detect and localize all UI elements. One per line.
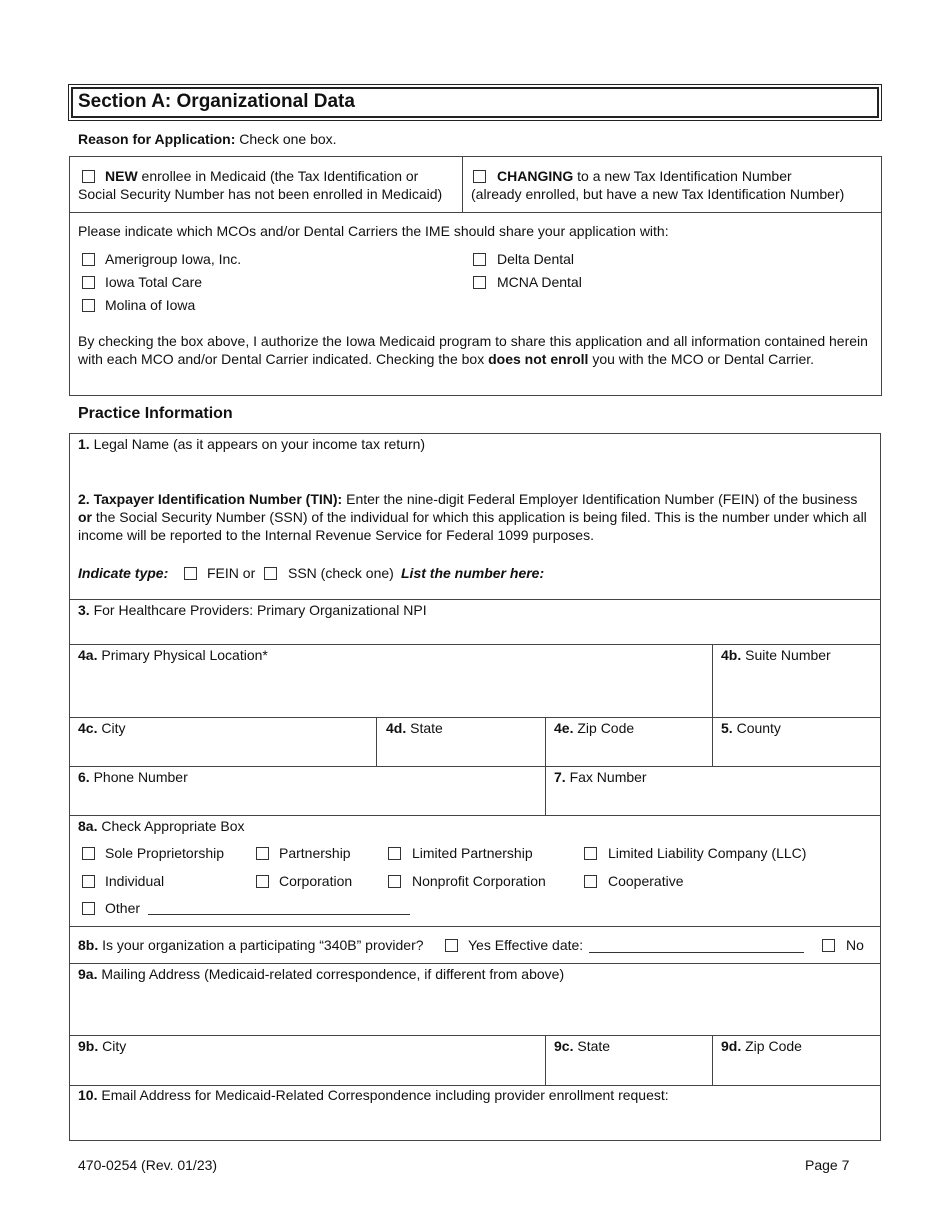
partnership-label: Partnership (279, 845, 351, 861)
f8b-num: 8b. (78, 937, 99, 953)
city-label (78, 719, 125, 737)
f4a-num: 4a. (78, 647, 98, 663)
f6-text: Phone Number (89, 769, 188, 785)
cooperative-label: Cooperative (608, 873, 684, 889)
f9c-text: State (573, 1038, 611, 1054)
reason-instruction: Check one box. (239, 131, 337, 147)
molina-checkbox[interactable] (82, 299, 95, 312)
ssn-checkbox[interactable] (264, 567, 277, 580)
county-label (721, 719, 781, 737)
sole-proprietorship-checkbox[interactable] (82, 847, 95, 860)
iowa-total-care-checkbox[interactable] (82, 276, 95, 289)
f4e-num: 4e. (554, 720, 574, 736)
changing-line2: (already enrolled, but have a new Tax Identification Number) (471, 186, 845, 202)
f9d-num: 9d. (721, 1038, 742, 1054)
f5-num: 5. (721, 720, 733, 736)
email-address-label (78, 1086, 669, 1104)
f9a-text: Mailing Address (Medicaid-related correspondence, if different from above) (97, 966, 565, 982)
f4e-text: Zip Code (573, 720, 635, 736)
340b-yes-checkbox[interactable] (445, 939, 458, 952)
mailing-state-label (554, 1037, 610, 1055)
f4b-text: Suite Number (741, 647, 831, 663)
f4a-text: Primary Physical Location* (97, 647, 268, 663)
iowa-total-care-label: Iowa Total Care (105, 274, 203, 290)
authorization-text (78, 332, 868, 368)
new-bold: NEW (105, 168, 138, 184)
fein-label: FEIN or (207, 565, 256, 581)
limited-partnership-checkbox[interactable] (388, 847, 401, 860)
tin-text-a: Enter the nine-digit Federal Employer Identification Number (FEIN) of the business (342, 491, 858, 507)
nonprofit-corporation-checkbox[interactable] (388, 875, 401, 888)
reason-line (78, 130, 337, 148)
mco-prompt: Please indicate which MCOs and/or Dental Carriers the IME should share your application with: (78, 223, 669, 239)
340b-yes-label: Yes Effective date: (468, 937, 584, 953)
other-label: Other (105, 900, 141, 916)
individual-checkbox[interactable] (82, 875, 95, 888)
other-checkbox[interactable] (82, 902, 95, 915)
mailing-city-label (78, 1037, 126, 1055)
auth-part2: you with the MCO or Dental Carrier. (588, 351, 815, 367)
auth-part1: By checking the box above, I authorize the Iowa Medicaid program to share this application and all information contained herein with each MCO and/or Dental Carrier indicated. Checking the box (78, 333, 868, 367)
fein-checkbox[interactable] (184, 567, 197, 580)
corporation-checkbox[interactable] (256, 875, 269, 888)
f4d-text: State (406, 720, 443, 736)
new-line1-text: enrollee in Medicaid (the Tax Identification or (137, 168, 419, 184)
f7-num: 7. (554, 769, 566, 785)
effective-date-line[interactable] (589, 952, 804, 953)
changing-line1-text: to a new Tax Identification Number (573, 168, 792, 184)
state-label (386, 719, 443, 737)
llc-checkbox[interactable] (584, 847, 597, 860)
cooperative-checkbox[interactable] (584, 875, 597, 888)
f7-text: Fax Number (565, 769, 647, 785)
llc-label: Limited Liability Company (LLC) (608, 845, 807, 861)
f8a-text: Check Appropriate Box (97, 818, 245, 834)
f8a-num: 8a. (78, 818, 98, 834)
340b-no-checkbox[interactable] (822, 939, 835, 952)
nonprofit-corporation-label: Nonprofit Corporation (412, 873, 546, 889)
f8b-text: Is your organization a participating “340B” provider? (98, 937, 424, 953)
tin-title: 2. Taxpayer Identification Number (TIN): (78, 491, 343, 507)
tin-description (78, 490, 870, 544)
practice-heading: Practice Information (78, 405, 233, 422)
f10-num: 10. (78, 1087, 98, 1103)
legal-name-label (78, 435, 425, 453)
f9b-num: 9b. (78, 1038, 99, 1054)
partnership-checkbox[interactable] (256, 847, 269, 860)
f3-text: For Healthcare Providers: Primary Organizational NPI (89, 602, 427, 618)
auth-bold: does not enroll (488, 351, 589, 367)
f9a-num: 9a. (78, 966, 98, 982)
sole-proprietorship-label: Sole Proprietorship (105, 845, 225, 861)
tin-or: or (78, 509, 92, 525)
list-number-label: List the number here: (401, 565, 545, 581)
limited-partnership-label: Limited Partnership (412, 845, 533, 861)
f6-num: 6. (78, 769, 90, 785)
mailing-address-label (78, 965, 564, 983)
f5-text: County (732, 720, 781, 736)
npi-label (78, 601, 427, 619)
ssn-label: SSN (check one) (288, 565, 394, 581)
f4d-num: 4d. (386, 720, 407, 736)
amerigroup-label: Amerigroup Iowa, Inc. (105, 251, 242, 267)
340b-no-label: No (846, 937, 864, 953)
340b-question (78, 936, 424, 954)
page-number: Page 7 (805, 1157, 850, 1173)
phone-number-label (78, 768, 188, 786)
corporation-label: Corporation (279, 873, 353, 889)
changing-tin-checkbox[interactable] (473, 170, 486, 183)
tin-text-b: the Social Security Number (SSN) of the individual for which this application is being filed. This is the number under which all income will be reported to the Internal Revenue Service for Federal 1099 purposes. (78, 509, 867, 543)
f1-text: Legal Name (as it appears on your income tax return) (89, 436, 426, 452)
section-title: Section A: Organizational Data (78, 91, 355, 112)
reason-label: Reason for Application: (78, 131, 236, 147)
new-enrollee-checkbox[interactable] (82, 170, 95, 183)
mailing-zip-label (721, 1037, 802, 1055)
form-number: 470-0254 (Rev. 01/23) (78, 1157, 218, 1173)
other-input-line[interactable] (148, 914, 410, 915)
f9b-text: City (98, 1038, 127, 1054)
indicate-type-label: Indicate type: (78, 565, 169, 581)
individual-label: Individual (105, 873, 165, 889)
f10-text: Email Address for Medicaid-Related Correspondence including provider enrollment request: (97, 1087, 669, 1103)
mcna-dental-checkbox[interactable] (473, 276, 486, 289)
f4b-num: 4b. (721, 647, 742, 663)
delta-dental-checkbox[interactable] (473, 253, 486, 266)
amerigroup-checkbox[interactable] (82, 253, 95, 266)
suite-number-label (721, 646, 831, 664)
f9d-text: Zip Code (741, 1038, 802, 1054)
new-enrollee-line1 (105, 167, 418, 185)
physical-location-label (78, 646, 268, 664)
new-enrollee-line2: Social Security Number has not been enrolled in Medicaid) (78, 186, 443, 202)
f9c-num: 9c. (554, 1038, 574, 1054)
f4c-num: 4c. (78, 720, 98, 736)
changing-line1 (497, 167, 792, 185)
molina-label: Molina of Iowa (105, 297, 196, 313)
delta-dental-label: Delta Dental (497, 251, 575, 267)
fax-number-label (554, 768, 647, 786)
f3-num: 3. (78, 602, 90, 618)
f1-num: 1. (78, 436, 90, 452)
changing-bold: CHANGING (497, 168, 574, 184)
mcna-dental-label: MCNA Dental (497, 274, 582, 290)
zip-code-label (554, 719, 634, 737)
f4c-text: City (97, 720, 126, 736)
check-box-label (78, 817, 245, 835)
